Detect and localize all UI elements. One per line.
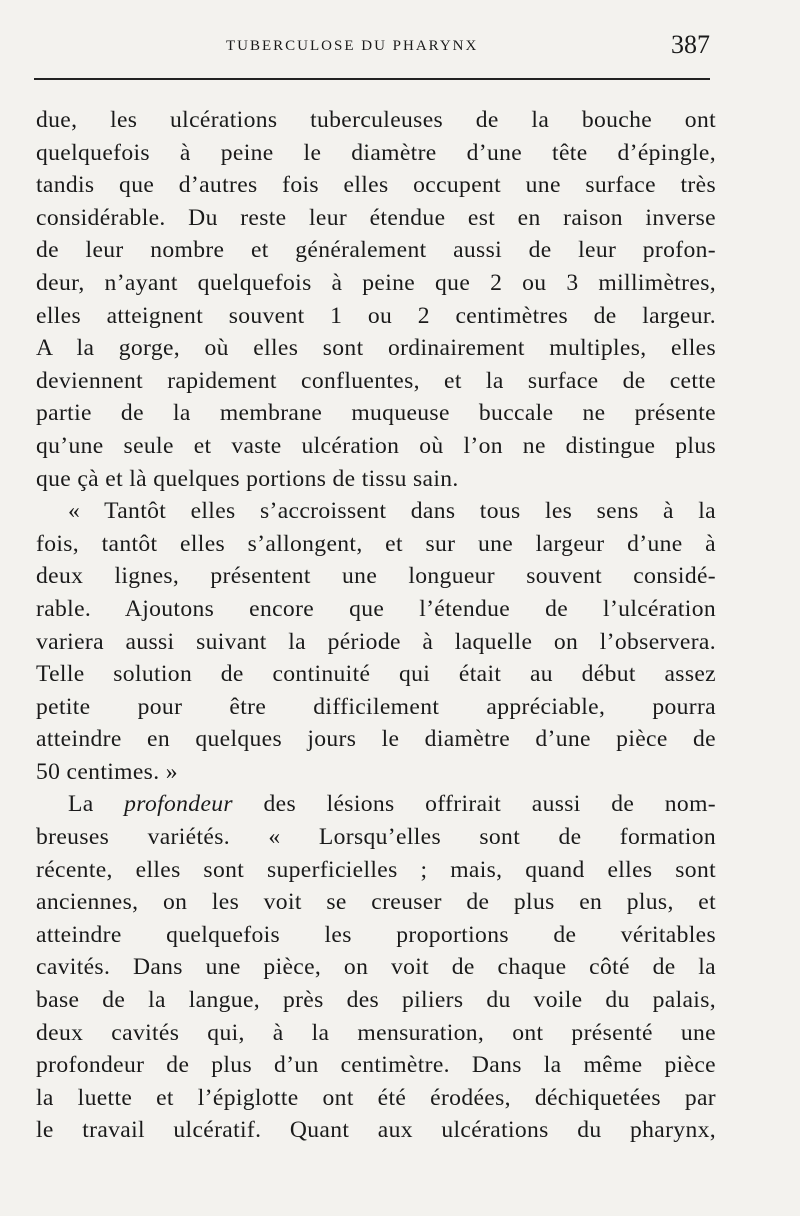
text-line: due, les ulcérations tuberculeuses de la bouche ont [36,107,716,133]
text-line: tandis que d’autres fois elles occupent une surface très [36,172,716,199]
text-line: récente, elles sont superficielles ; mais, quand elles sont [36,856,716,883]
text-line: deur, n’ayant quelquefois à peine que 2 ou 3 millimètres, [36,269,716,296]
italic-term: profondeur [124,791,233,818]
text-line: 50 centimes. » [36,758,178,785]
text-line: atteindre en quelques jours le diamètre d’une pièce de [36,726,716,753]
text-line: base de la langue, près des piliers du voile du palais, [36,987,716,1014]
text-line: cavités. Dans une pièce, on voit de chaque côté de la [36,954,716,981]
text-line: anciennes, on les voit se creuser de plus en plus, et [36,889,716,916]
text-line: « Tantôt elles s’accroissent dans tous les sens à la [68,498,716,525]
text-line: A la gorge, où elles sont ordinairement multiples, elles [36,335,716,362]
text-line: petite pour être difficilement appréciable, pourra [36,693,716,720]
text-line: atteindre quelquefois les proportions de véritables [36,921,716,948]
page-header [36,28,710,68]
text-line: fois, tantôt elles s’allongent, et sur une largeur d’une à [36,530,716,557]
text-line: Telle solution de continuité qui était au début assez [36,661,716,688]
text-line: breuses variétés. « Lorsqu’elles sont de formation [36,824,716,851]
text-line: elles atteignent souvent 1 ou 2 centimètres de largeur. [36,302,716,329]
line-rest: des lésions offrirait aussi de nom- [232,791,716,818]
text-line: partie de la membrane muqueuse buccale ne présente [36,400,716,427]
text-line: considérable. Du reste leur étendue est en raison inverse [36,204,716,231]
text-line: que çà et là quelques portions de tissu sain. [36,465,459,492]
header-rule [34,78,710,80]
text-line: qu’une seule et vaste ulcération où l’on ne distingue plus [36,432,716,459]
text-line: de leur nombre et généralement aussi de leur profon- [36,237,716,264]
body-text [36,104,716,1147]
text-line: deux lignes, présentent une longueur souvent considé- [36,563,716,590]
running-title: TUBERCULOSE DU PHARYNX [226,38,479,54]
text-line: quelquefois à peine le diamètre d’une tête d’épingle, [36,139,716,166]
line-start: La [68,791,125,818]
text-line: deux cavités qui, à la mensuration, ont présenté une [36,1019,716,1046]
text-line: le travail ulcératif. Quant aux ulcérations du pharynx, [36,1117,716,1144]
text-line: deviennent rapidement confluentes, et la surface de cette [36,367,716,394]
text-line: profondeur de plus d’un centimètre. Dans la même pièce [36,1052,716,1079]
text-line: rable. Ajoutons encore que l’étendue de l’ulcération [36,595,716,622]
text-line [36,788,716,821]
text-line: la luette et l’épiglotte ont été érodées, déchiquetées par [36,1084,716,1111]
page-number: 387 [671,30,710,59]
text-line: variera aussi suivant la période à laquelle on l’observera. [36,628,716,655]
